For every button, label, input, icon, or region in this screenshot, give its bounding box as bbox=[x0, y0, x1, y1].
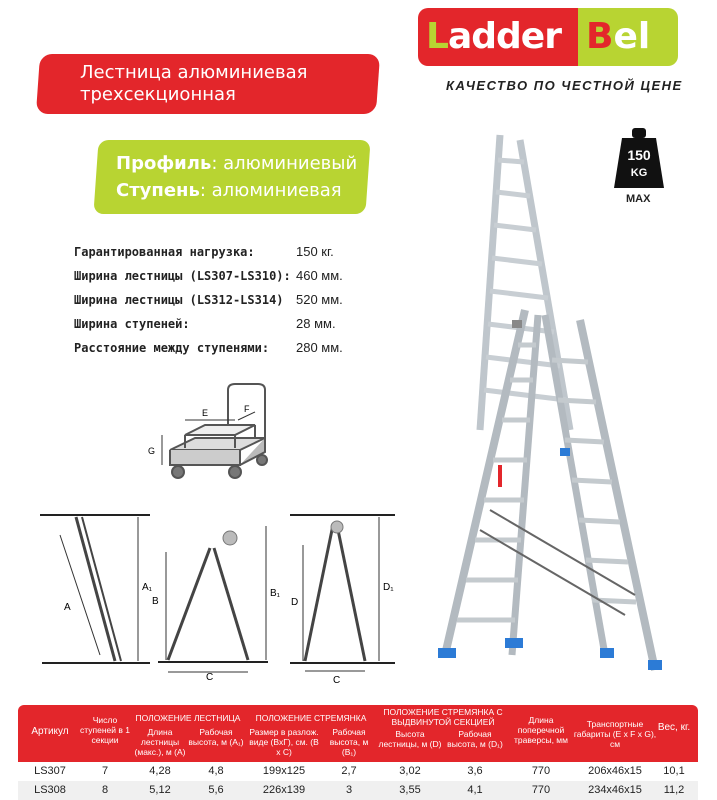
header-step-size: Размер в разлож. виде (BxГ), см. (B x C) bbox=[249, 727, 319, 757]
ladder-position-diagram bbox=[40, 505, 160, 675]
logo-text-bel: Bel bbox=[586, 16, 651, 57]
profile-label: Профиль bbox=[116, 153, 212, 174]
weight-max-label: MAX bbox=[626, 193, 651, 205]
product-title bbox=[80, 62, 307, 106]
weight-value: 150 bbox=[627, 147, 651, 163]
cell-traverse: 770 bbox=[531, 765, 551, 777]
table-row bbox=[18, 781, 698, 800]
cell-weight: 11,2 bbox=[663, 784, 685, 796]
weight-unit: KG bbox=[630, 167, 648, 179]
cell-ext-work: 4,1 bbox=[467, 784, 483, 796]
header-ladder-work-height: Рабочая высота, м (A₁) bbox=[188, 727, 244, 747]
cell-length: 4,28 bbox=[149, 765, 171, 777]
fig2-label-c: C bbox=[206, 672, 214, 683]
cell-step-size: 226x139 bbox=[262, 784, 306, 796]
cell-transport: 206x46x15 bbox=[588, 765, 642, 777]
header-ext-work-height: Рабочая высота, м (D₁) bbox=[447, 729, 503, 749]
cart-label-f: F bbox=[244, 404, 250, 414]
profile-info bbox=[116, 150, 357, 204]
fig3-label-c: C bbox=[333, 675, 341, 686]
fig3-label-d1: D₁ bbox=[383, 582, 394, 593]
cell-ext-height: 3,55 bbox=[399, 784, 421, 796]
title-line-1: Лестница алюминиевая bbox=[80, 62, 308, 83]
table-row bbox=[18, 762, 698, 781]
cell-transport: 234x46x15 bbox=[588, 784, 642, 796]
cell-work-height: 5,6 bbox=[208, 784, 224, 796]
header-group-ladder: ПОЛОЖЕНИЕ ЛЕСТНИЦА bbox=[135, 713, 241, 723]
stepladder-position-diagram bbox=[148, 512, 281, 683]
fig3-label-d: D bbox=[291, 597, 299, 608]
cell-article: LS308 bbox=[34, 784, 66, 796]
header-transport: Транспортные габариты (E x F x G), см bbox=[573, 719, 657, 749]
cell-article: LS307 bbox=[34, 765, 66, 777]
cart-label-e: E bbox=[202, 408, 209, 418]
ladder-product-image bbox=[420, 130, 670, 670]
cell-work-height: 4,8 bbox=[208, 765, 224, 777]
cell-steps: 7 bbox=[101, 765, 109, 777]
cell-length: 5,12 bbox=[149, 784, 171, 796]
brand-logo bbox=[418, 8, 678, 66]
spec-table-header bbox=[18, 705, 698, 762]
header-traverse: Длина поперечной траверсы, мм bbox=[514, 715, 568, 745]
cell-ext-height: 3,02 bbox=[399, 765, 421, 777]
header-weight: Вес, кг. bbox=[657, 722, 691, 733]
header-ladder-length: Длина лестницы (макс.), м (A) bbox=[134, 727, 186, 757]
fig2-label-b1: B₁ bbox=[270, 588, 281, 599]
cell-step-size: 199x125 bbox=[262, 765, 306, 777]
cell-traverse: 770 bbox=[531, 784, 551, 796]
header-group-extended: ПОЛОЖЕНИЕ СТРЕМЯНКА С ВЫДВИНУТОЙ СЕКЦИЕЙ bbox=[383, 707, 503, 727]
fig2-label-b: B bbox=[152, 596, 159, 607]
header-steps: Число ступеней в 1 секции bbox=[80, 715, 130, 745]
header-group-stepladder: ПОЛОЖЕНИЕ СТРЕМЯНКА bbox=[255, 713, 367, 723]
cell-step-work: 2,7 bbox=[341, 765, 357, 777]
cell-step-work: 3 bbox=[345, 784, 353, 796]
fig1-label-a1: A₁ bbox=[142, 582, 153, 593]
header-article: Артикул bbox=[31, 726, 69, 737]
tagline: КАЧЕСТВО ПО ЧЕСТНОЙ ЦЕНЕ bbox=[446, 78, 683, 93]
cell-weight: 10,1 bbox=[663, 765, 685, 777]
profile-value: : алюминиевый bbox=[211, 153, 358, 174]
cart-label-g: G bbox=[148, 446, 156, 456]
title-line-2: трехсекционная bbox=[80, 84, 236, 105]
step-label: Ступень bbox=[116, 180, 200, 201]
step-value: : алюминиевая bbox=[199, 180, 342, 201]
fig1-label-a: A bbox=[64, 602, 71, 613]
logo-text-ladder: Ladder bbox=[426, 16, 561, 57]
transport-cart-diagram bbox=[140, 380, 280, 490]
cell-steps: 8 bbox=[101, 784, 109, 796]
cell-ext-work: 3,6 bbox=[467, 765, 483, 777]
header-step-work-height: Рабочая высота, м (B₁) bbox=[329, 727, 369, 757]
extended-stepladder-diagram bbox=[285, 505, 400, 685]
header-ext-height: Высота лестницы, м (D) bbox=[378, 729, 442, 749]
